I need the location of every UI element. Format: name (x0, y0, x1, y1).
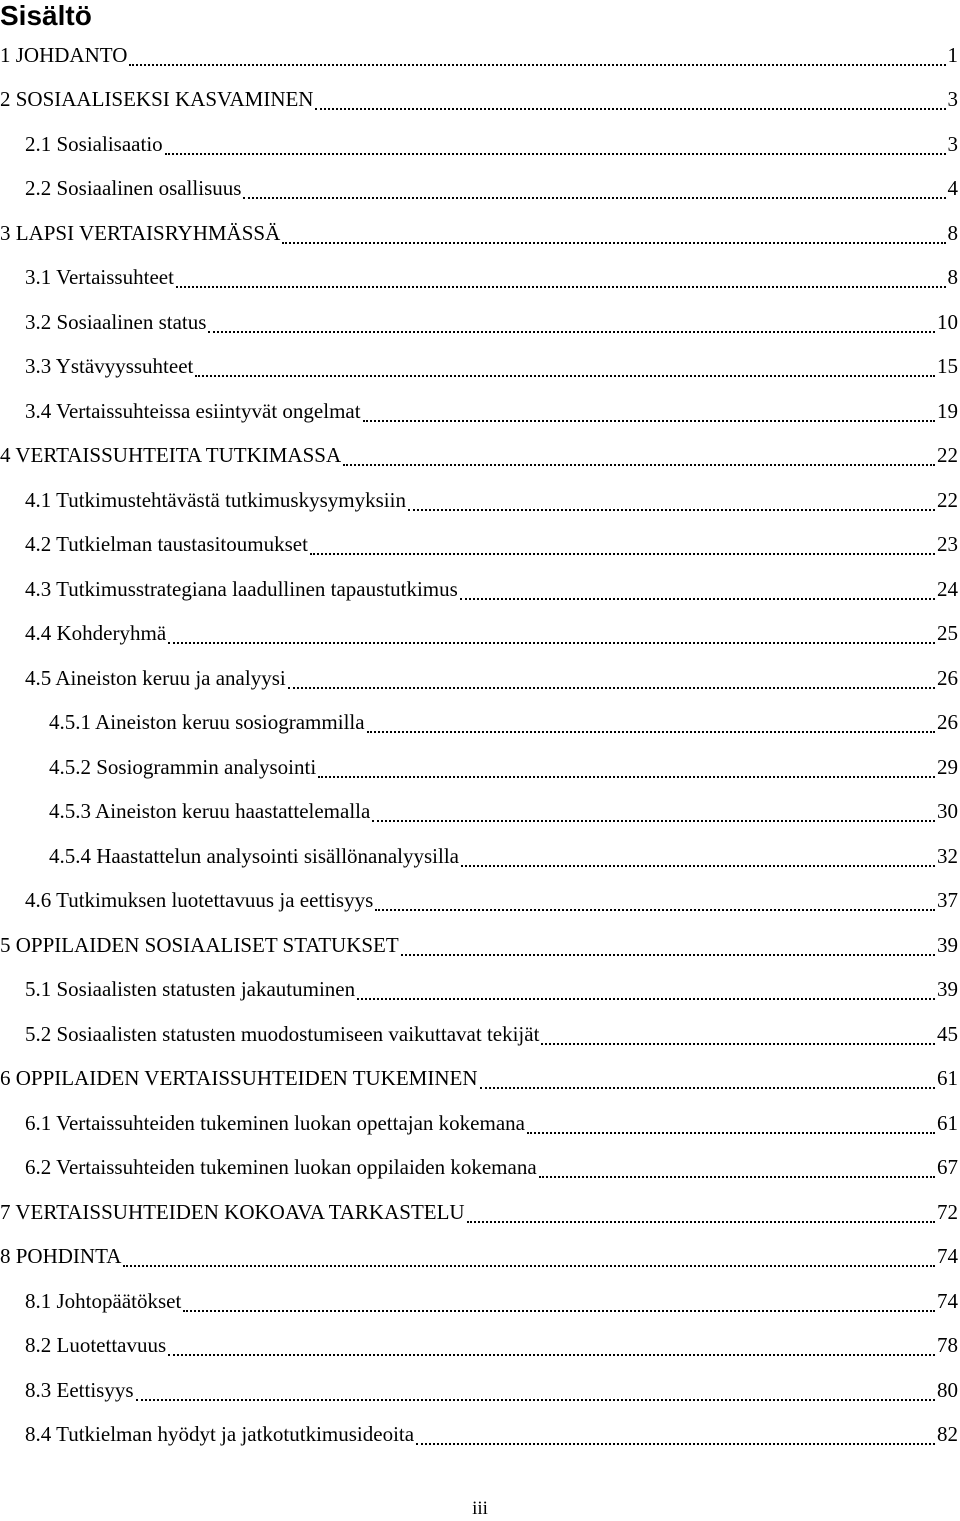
toc-entry[interactable] (0, 1368, 960, 1413)
toc-entry-label: 3.1 Vertaissuhteet (25, 265, 174, 290)
toc-entry-page: 45 (937, 1021, 958, 1046)
toc-entry-page: 8 (947, 220, 958, 245)
dot-leader (243, 185, 945, 199)
toc-entry[interactable] (0, 478, 960, 523)
dot-leader (363, 408, 935, 422)
toc-entry-label: 4.5.4 Haastattelun analysointi sisällönanalyysilla (49, 843, 460, 868)
dot-leader (467, 1209, 935, 1223)
toc-entry[interactable] (0, 434, 960, 479)
toc-entry-page: 24 (937, 576, 958, 601)
dot-leader (123, 1253, 935, 1267)
toc-entry-page: 4 (947, 176, 958, 201)
toc-entry-page: 82 (937, 1422, 958, 1447)
dot-leader (416, 1431, 935, 1445)
toc-entry-label: 4 VERTAISSUHTEITA TUTKIMASSA (0, 443, 342, 468)
toc-entry-label: 6.2 Vertaissuhteiden tukeminen luokan oppilaiden kokemana (25, 1155, 537, 1180)
dot-leader (168, 630, 935, 644)
toc-entry-label: 3.2 Sosiaalinen status (25, 309, 207, 334)
toc-entry-label: 4.5.2 Sosiogrammin analysointi (49, 754, 317, 779)
toc-entry-label: 8 POHDINTA (0, 1244, 122, 1269)
toc-entry[interactable] (0, 745, 960, 790)
toc-entry-label: 2.2 Sosiaalinen osallisuus (25, 176, 242, 201)
dot-leader (310, 541, 935, 555)
dot-leader (288, 675, 935, 689)
toc-entry-page: 23 (937, 532, 958, 557)
toc-entry-label: 4.4 Kohderyhmä (25, 621, 167, 646)
toc-entry-page: 74 (937, 1244, 958, 1269)
dot-leader (460, 586, 935, 600)
toc-entry[interactable] (0, 656, 960, 701)
toc-entry-label: 4.1 Tutkimustehtävästä tutkimuskysymyksiin (25, 487, 406, 512)
toc-entry[interactable] (0, 701, 960, 746)
toc-entry-page: 29 (937, 754, 958, 779)
toc-entry-page: 61 (937, 1110, 958, 1135)
toc-entry-label: 7 VERTAISSUHTEIDEN KOKOAVA TARKASTELU (0, 1199, 465, 1224)
toc-entry[interactable] (0, 300, 960, 345)
toc-entry-page: 22 (937, 487, 958, 512)
toc-entry[interactable] (0, 968, 960, 1013)
dot-leader (401, 942, 935, 956)
toc-entry-page: 1 (947, 42, 958, 67)
dot-leader (480, 1075, 935, 1089)
toc-entry-label: 4.5 Aineiston keruu ja analyysi (25, 665, 286, 690)
dot-leader (176, 274, 946, 288)
toc-entry[interactable] (0, 790, 960, 835)
dot-leader (357, 986, 935, 1000)
toc-entry-page: 25 (937, 621, 958, 646)
toc-entry-page: 15 (937, 354, 958, 379)
toc-entry-page: 3 (947, 87, 958, 112)
toc-entry[interactable] (0, 389, 960, 434)
toc-entry-label: 6 OPPILAIDEN VERTAISSUHTEIDEN TUKEMINEN (0, 1066, 478, 1091)
toc-entry-page: 3 (947, 131, 958, 156)
dot-leader (195, 363, 935, 377)
toc-entry-page: 39 (937, 932, 958, 957)
toc-entry-page: 37 (937, 888, 958, 913)
dot-leader (343, 452, 935, 466)
toc-entry-label: 5.1 Sosiaalisten statusten jakautuminen (25, 977, 356, 1002)
toc-entry-label: 5 OPPILAIDEN SOSIAALISET STATUKSET (0, 932, 399, 957)
toc-entry-label: 2.1 Sosialisaatio (25, 131, 163, 156)
toc-entry[interactable] (0, 1235, 960, 1280)
toc-entry-label: 5.2 Sosiaalisten statusten muodostumiseen vaikuttavat tekijät (25, 1021, 540, 1046)
toc-entry-page: 8 (947, 265, 958, 290)
toc-entry-label: 8.3 Eettisyys (25, 1377, 134, 1402)
dot-leader (367, 719, 935, 733)
dot-leader (539, 1164, 935, 1178)
toc-entry[interactable] (0, 523, 960, 568)
toc-entry-page: 39 (937, 977, 958, 1002)
toc-entry[interactable] (0, 256, 960, 301)
toc-entry-label: 4.5.1 Aineiston keruu sosiogrammilla (49, 710, 365, 735)
toc-entry-label: 3.3 Ystävyyssuhteet (25, 354, 194, 379)
toc-entry-label: 4.5.3 Aineiston keruu haastattelemalla (49, 799, 371, 824)
dot-leader (165, 141, 946, 155)
toc-entry[interactable] (0, 923, 960, 968)
toc-entry-label: 8.2 Luotettavuus (25, 1333, 167, 1358)
toc-entry-label: 3.4 Vertaissuhteissa esiintyvät ongelmat (25, 398, 361, 423)
toc-entry-label: 4.3 Tutkimusstrategiana laadullinen tapaustutkimus (25, 576, 458, 601)
toc-entry-page: 32 (937, 843, 958, 868)
toc-entry[interactable] (0, 345, 960, 390)
toc-entry-label: 4.2 Tutkielman taustasitoumukset (25, 532, 308, 557)
dot-leader (208, 319, 935, 333)
dot-leader (318, 764, 935, 778)
toc-entry[interactable] (0, 167, 960, 212)
dot-leader (408, 497, 935, 511)
toc-entry[interactable] (0, 1012, 960, 1057)
toc-entry[interactable] (0, 122, 960, 167)
dot-leader (315, 96, 945, 110)
toc-entry[interactable] (0, 1146, 960, 1191)
toc-entry-page: 26 (937, 710, 958, 735)
toc-entry[interactable] (0, 879, 960, 924)
toc-entry[interactable] (0, 1413, 960, 1458)
toc-entry-page: 72 (937, 1199, 958, 1224)
page-number: iii (472, 1498, 488, 1519)
toc-entry[interactable] (0, 1190, 960, 1235)
toc-entry[interactable] (0, 33, 960, 78)
dot-leader (282, 230, 945, 244)
toc-entry-page: 30 (937, 799, 958, 824)
toc-entry[interactable] (0, 1057, 960, 1102)
toc-entry-label: 4.6 Tutkimuksen luotettavuus ja eettisyys (25, 888, 374, 913)
toc-entry-page: 74 (937, 1288, 958, 1313)
toc-entry-label: 6.1 Vertaissuhteiden tukeminen luokan opettajan kokemana (25, 1110, 525, 1135)
toc-entry[interactable] (0, 211, 960, 256)
toc-entry[interactable] (0, 1101, 960, 1146)
dot-leader (527, 1120, 935, 1134)
toc-entry[interactable] (0, 1324, 960, 1369)
toc-entry[interactable] (0, 1279, 960, 1324)
toc-entry-page: 19 (937, 398, 958, 423)
toc-title: Sisältö (0, 0, 92, 31)
toc-entry[interactable] (0, 567, 960, 612)
dot-leader (541, 1031, 935, 1045)
toc-entry-page: 61 (937, 1066, 958, 1091)
dot-leader (461, 853, 935, 867)
table-of-contents (0, 33, 960, 1457)
toc-entry-label: 3 LAPSI VERTAISRYHMÄSSÄ (0, 220, 281, 245)
toc-entry-label: 8.1 Johtopäätökset (25, 1288, 182, 1313)
dot-leader (183, 1298, 935, 1312)
dot-leader (168, 1342, 935, 1356)
toc-entry-page: 67 (937, 1155, 958, 1180)
toc-entry[interactable] (0, 834, 960, 879)
toc-entry-page: 26 (937, 665, 958, 690)
dot-leader (136, 1387, 936, 1401)
toc-entry-page: 80 (937, 1377, 958, 1402)
toc-entry-page: 10 (937, 309, 958, 334)
toc-entry-label: 2 SOSIAALISEKSI KASVAMINEN (0, 87, 314, 112)
dot-leader (375, 897, 935, 911)
toc-entry[interactable] (0, 78, 960, 123)
toc-entry-page: 22 (937, 443, 958, 468)
dot-leader (129, 52, 945, 66)
toc-entry-label: 8.4 Tutkielman hyödyt ja jatkotutkimusideoita (25, 1422, 415, 1447)
toc-entry[interactable] (0, 612, 960, 657)
dot-leader (372, 808, 935, 822)
toc-entry-page: 78 (937, 1333, 958, 1358)
toc-entry-label: 1 JOHDANTO (0, 42, 128, 67)
